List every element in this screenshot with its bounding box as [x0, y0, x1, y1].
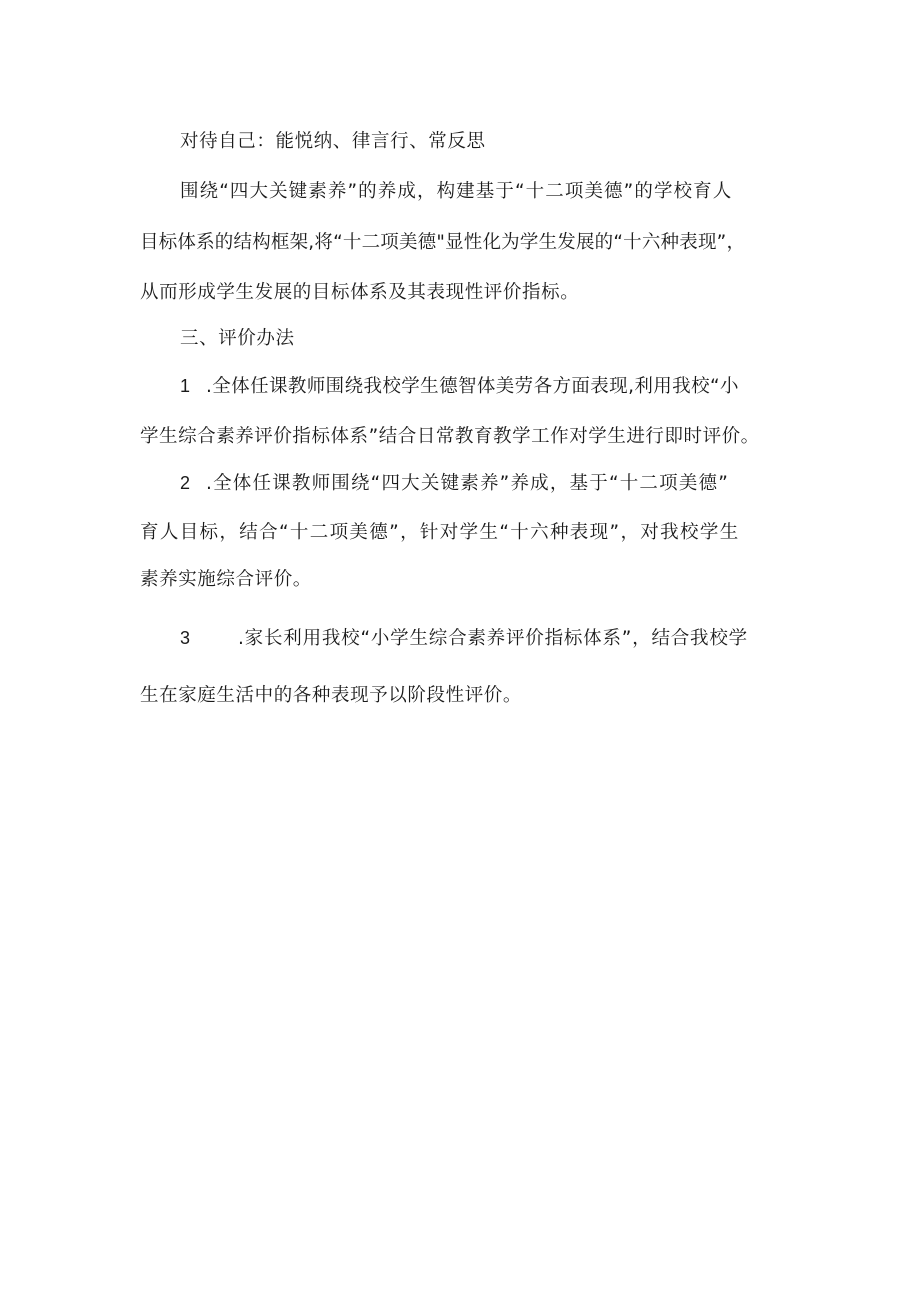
paragraph-line [140, 425, 760, 449]
line-text: .全体任课教师围绕“四大关键素养”养成，基于“十二项美德” [206, 473, 730, 494]
list-number: 3 [180, 628, 191, 648]
line-text: 目标体系的结构框架,将“十二项美德"显性化为学生发展的“十六种表现”， [140, 232, 746, 253]
line-text: 生在家庭生活中的各种表现予以阶段性评价。 [140, 685, 523, 706]
paragraph-line [140, 568, 312, 592]
section-heading [180, 327, 295, 351]
list-item [180, 471, 729, 496]
line-text: .家长利用我校“小学生综合素养评价指标体系”，结合我校学 [238, 628, 748, 649]
paragraph-line [140, 684, 522, 708]
list-number: 2 [180, 473, 192, 493]
paragraph-line [180, 130, 486, 154]
line-text: 素养实施综合评价。 [140, 569, 312, 590]
line-text: 从而形成学生发展的目标体系及其表现性评价指标。 [140, 282, 580, 303]
list-number: 1 [180, 376, 191, 396]
line-text: 学生综合素养评价指标体系”结合日常教育教学工作对学生进行即时评价。 [140, 426, 760, 447]
paragraph-line [140, 231, 745, 255]
paragraph-line [140, 281, 579, 305]
paragraph-line [180, 180, 732, 204]
line-text: .全体任课教师围绕我校学生德智体美劳各方面表现,利用我校“小 [206, 376, 739, 397]
list-item [180, 374, 739, 399]
paragraph-line [140, 521, 740, 545]
heading-text: 三、评价办法 [180, 328, 295, 349]
line-text: 围绕“四大关键素养”的养成，构建基于“十二项美德”的学校育人 [180, 181, 733, 202]
line-text: 对待自己：能悦纳、律言行、常反思 [180, 131, 486, 152]
line-text: 育人目标，结合“十二项美德”，针对学生“十六种表现”，对我校学生 [140, 522, 740, 543]
list-item [180, 626, 748, 651]
